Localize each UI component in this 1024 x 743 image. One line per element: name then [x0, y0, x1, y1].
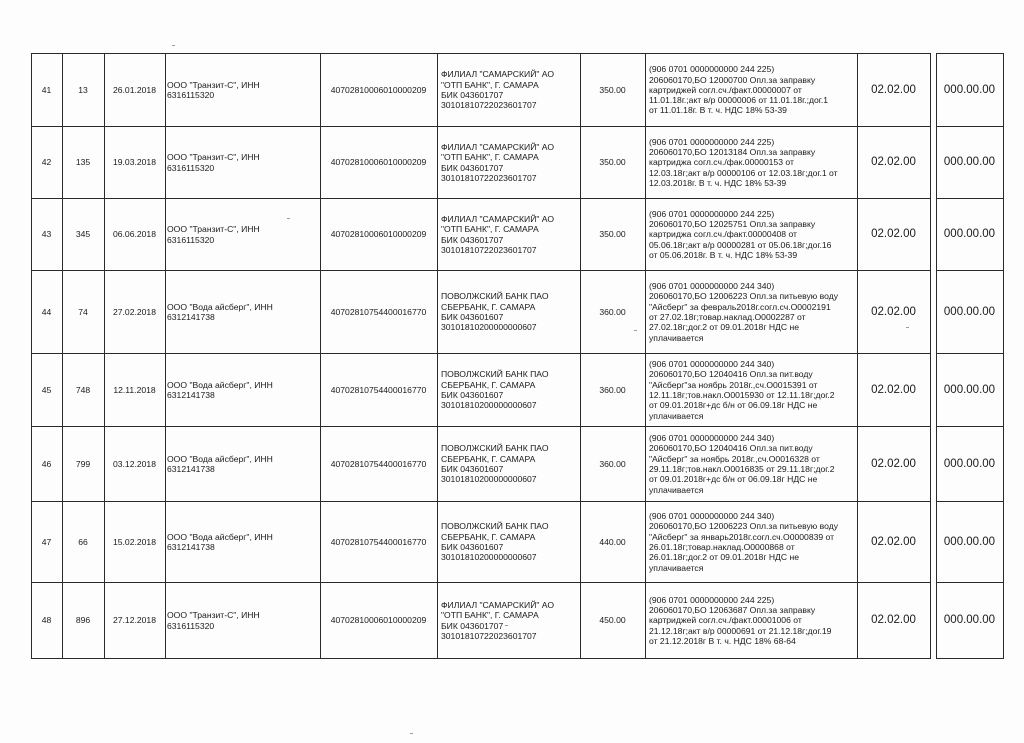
payee-account: 40702810006010000209 — [330, 157, 427, 168]
document-date: 19.03.2018 — [112, 157, 156, 168]
grid-box-top — [857, 582, 930, 583]
grid-box-right — [930, 426, 931, 502]
document-number: 345 — [75, 229, 91, 240]
row-number: 43 — [41, 229, 52, 240]
grid-box-top — [936, 126, 1003, 127]
grid-hline — [31, 353, 857, 354]
document-date: 15.02.2018 — [112, 536, 156, 547]
payee-bank: ПОВОЛЖСКИЙ БАНК ПАО СБЕРБАНК, Г. САМАРА БИК 043601607 30101810200000000607 — [441, 291, 549, 333]
payee-account: 40702810754400016770 — [330, 536, 427, 547]
payment-purpose: (906 0701 0000000000 244 225) 206060170,БО 12025751 Опл.за заправку картриджа согл.сч./факт.00000408 от 05.06.18г;акт в/р 00000281 от 05.06.18г;дог.16 от 05.06.2018г. В т. ч. НДС 18% 53-39 — [649, 208, 832, 260]
grid-hline — [31, 53, 857, 54]
payment-amount: 360.00 — [599, 306, 626, 317]
grid-box-right — [1003, 126, 1004, 199]
grid-hline — [31, 658, 857, 659]
document-date: 26.01.2018 — [112, 84, 156, 95]
grid-box-right — [1003, 501, 1004, 583]
scan-speck — [172, 45, 175, 46]
scan-speck — [505, 625, 508, 626]
scan-speck — [410, 733, 413, 734]
grid-box-top — [936, 270, 1003, 271]
payment-amount: 450.00 — [599, 615, 626, 626]
payee-name: ООО "Транзит-С", ИНН 6316115320 — [167, 79, 260, 100]
payment-purpose: (906 0701 0000000000 244 225) 206060170,БО 12013184 Опл.за заправку картриджа согл.сч./фак.00000153 от 12.03.18г;акт в/р 00000106 от 12.03.18г;дог.1 от 12.03.2018г. В т. ч. НДС 18% 53-39 — [649, 136, 838, 188]
payee-bank: ФИЛИАЛ "САМАРСКИЙ" АО "ОТП БАНК", Г. САМАРА БИК 043601707 30101810722023601707 — [441, 141, 555, 183]
grid-box-top — [936, 53, 1003, 54]
payee-account: 40702810006010000209 — [330, 615, 427, 626]
payment-amount: 360.00 — [599, 458, 626, 469]
payee-name: ООО "Транзит-С", ИНН 6316115320 — [167, 224, 260, 245]
payee-account: 40702810754400016770 — [330, 384, 427, 395]
classification-code: 02.02.00 — [871, 83, 916, 96]
document-number: 13 — [78, 84, 88, 95]
classification-code: 02.02.00 — [871, 383, 916, 396]
grid-hline — [31, 426, 857, 427]
grid-box-right — [1003, 53, 1004, 127]
document-number: 799 — [75, 458, 91, 469]
grid-box-top — [857, 270, 930, 271]
row-number: 48 — [41, 615, 52, 626]
grid-box-top — [936, 501, 1003, 502]
payee-bank: ПОВОЛЖСКИЙ БАНК ПАО СБЕРБАНК, Г. САМАРА БИК 043601607 30101810200000000607 — [441, 443, 549, 485]
grid-box-right — [930, 198, 931, 271]
scan-speck — [906, 327, 909, 328]
amount-total: 000.00.00 — [943, 457, 996, 470]
grid-box-bottom — [857, 658, 930, 659]
payee-bank: ФИЛИАЛ "САМАРСКИЙ" АО "ОТП БАНК", Г. САМАРА БИК 043601707 30101810722023601707 — [441, 599, 555, 641]
amount-total: 000.00.00 — [943, 614, 996, 627]
grid-box-top — [857, 353, 930, 354]
document-date: 27.12.2018 — [112, 615, 156, 626]
payee-name: ООО "Вода айсберг", ИНН 6312141738 — [167, 531, 273, 552]
row-number: 46 — [41, 458, 52, 469]
amount-total: 000.00.00 — [943, 535, 996, 548]
grid-hline — [31, 198, 857, 199]
amount-total: 000.00.00 — [943, 156, 996, 169]
classification-code: 02.02.00 — [871, 614, 916, 627]
grid-box-top — [857, 198, 930, 199]
classification-code: 02.02.00 — [871, 156, 916, 169]
payment-purpose: (906 0701 0000000000 244 340) 206060170,БО 12006223 Опл.за питьевую воду "Айсберг" за январь2018г.согл.сч.О0000839 от 26.01.18г;товар.наклад.О0000868 от 26.01.18г;дог.2 от 09.01.2018г НДС не уплачивается — [649, 511, 839, 573]
row-number: 45 — [41, 384, 52, 395]
payee-account: 40702810754400016770 — [330, 306, 427, 317]
row-number: 47 — [41, 536, 52, 547]
document-number: 74 — [78, 306, 88, 317]
grid-vline — [165, 53, 166, 658]
scan-speck — [634, 330, 637, 331]
grid-hline — [31, 582, 857, 583]
grid-box-right — [930, 270, 931, 354]
payment-purpose: (906 0701 0000000000 244 340) 206060170,БО 12040416 Опл.за пит.воду "Айсберг" за ноябрь 2018г.,сч.О0016328 от 29.11.18г;тов.накл.О0016835 от 29.11.18г;дог.2 от 09.01.2018г+дс б/н от 06.09.18г НДС не уплачивается — [649, 433, 835, 495]
document-date: 12.11.2018 — [113, 384, 156, 395]
payment-purpose: (906 0701 0000000000 244 340) 206060170,БО 12006223 Опл.за питьевую воду "Айсберг" за февраль2018г.согл.сч.О0002191 от 27.02.18г;товар.наклад.О0002287 от 27.02.18г;дог.2 от 09.01.2018г НДС не уплачивается — [649, 281, 839, 343]
document-date: 27.02.2018 — [112, 306, 156, 317]
grid-hline — [31, 126, 857, 127]
grid-hline — [31, 270, 857, 271]
payee-name: ООО "Вода айсберг", ИНН 6312141738 — [167, 379, 273, 400]
payee-name: ООО "Транзит-С", ИНН 6316115320 — [167, 152, 260, 173]
grid-box-right — [930, 126, 931, 199]
row-number: 44 — [41, 306, 52, 317]
document-number: 66 — [78, 536, 88, 547]
payment-purpose: (906 0701 0000000000 244 340) 206060170,БО 12040416 Опл.за пит.воду "Айсберг"за ноябрь 2018г.,сч.О0015391 от 12.11.18г;тов.накл.О0015930 от 12.11.18г;дог.2 от 09.01.2018г+дс б/н от 06.09.18г НДС не уплачивается — [649, 359, 835, 421]
grid-vline — [437, 53, 438, 658]
grid-box-top — [857, 126, 930, 127]
grid-box-right — [930, 353, 931, 427]
document-number: 748 — [75, 384, 91, 395]
grid-box-top — [936, 353, 1003, 354]
grid-box-right — [930, 501, 931, 583]
row-number: 41 — [41, 84, 52, 95]
grid-box-right — [1003, 198, 1004, 271]
grid-box-right — [1003, 353, 1004, 427]
grid-vline — [645, 53, 646, 658]
scan-speck — [287, 218, 290, 219]
payee-name: ООО "Вода айсберг", ИНН 6312141738 — [167, 301, 273, 322]
classification-code: 02.02.00 — [871, 228, 916, 241]
payee-name: ООО "Транзит-С", ИНН 6316115320 — [167, 610, 260, 631]
payee-account: 40702810006010000209 — [330, 84, 427, 95]
payment-amount: 360.00 — [599, 384, 626, 395]
payee-bank: ФИЛИАЛ "САМАРСКИЙ" АО "ОТП БАНК", Г. САМАРА БИК 043601707 30101810722023601707 — [441, 69, 555, 111]
payment-purpose: (906 0701 0000000000 244 225) 206060170,БО 12063687 Опл.за заправку картриджей согл.сч./факт.00001006 от 21.12.18г;акт в/р 00000691 от 21.12.18г;дог.19 от 21.12.2018г В т. ч. НДС 18% 68-64 — [649, 594, 832, 646]
document-date: 03.12.2018 — [112, 458, 156, 469]
grid-box-top — [857, 53, 930, 54]
payment-purpose: (906 0701 0000000000 244 225) 206060170,БО 12000700 Опл.за заправку картриджей согл.сч./факт.00000007 от 11.01.18г.;акт в/р 00000006 от 11.01.18г.;дог.1 от 11.01.18г. В т. ч. НДС 18% 53-39 — [649, 64, 829, 116]
payment-amount: 350.00 — [599, 229, 626, 240]
grid-box-right — [1003, 582, 1004, 659]
amount-total: 000.00.00 — [943, 383, 996, 396]
payment-amount: 350.00 — [599, 157, 626, 168]
payee-bank: ПОВОЛЖСКИЙ БАНК ПАО СБЕРБАНК, Г. САМАРА БИК 043601607 30101810200000000607 — [441, 521, 549, 563]
grid-hline — [31, 501, 857, 502]
classification-code: 02.02.00 — [871, 305, 916, 318]
grid-box-top — [857, 426, 930, 427]
classification-code: 02.02.00 — [871, 535, 916, 548]
payee-bank: ФИЛИАЛ "САМАРСКИЙ" АО "ОТП БАНК", Г. САМАРА БИК 043601707 30101810722023601707 — [441, 213, 555, 255]
grid-box-top — [936, 426, 1003, 427]
row-number: 42 — [41, 157, 52, 168]
grid-box-top — [936, 582, 1003, 583]
payee-account: 40702810754400016770 — [330, 458, 427, 469]
document-number: 896 — [75, 615, 91, 626]
grid-box-right — [1003, 270, 1004, 354]
grid-box-bottom — [936, 658, 1003, 659]
classification-code: 02.02.00 — [871, 457, 916, 470]
payment-amount: 440.00 — [599, 536, 626, 547]
grid-box-right — [930, 582, 931, 659]
grid-box-top — [857, 501, 930, 502]
grid-box-right — [1003, 426, 1004, 502]
payee-name: ООО "Вода айсберг", ИНН 6312141738 — [167, 453, 273, 474]
payment-amount: 350.00 — [599, 84, 626, 95]
amount-total: 000.00.00 — [943, 228, 996, 241]
payee-account: 40702810006010000209 — [330, 229, 427, 240]
payee-bank: ПОВОЛЖСКИЙ БАНК ПАО СБЕРБАНК, Г. САМАРА БИК 043601607 30101810200000000607 — [441, 369, 549, 411]
grid-box-top — [936, 198, 1003, 199]
grid-box-right — [930, 53, 931, 127]
document-number: 135 — [75, 157, 91, 168]
amount-total: 000.00.00 — [943, 83, 996, 96]
amount-total: 000.00.00 — [943, 305, 996, 318]
document-date: 06.06.2018 — [112, 229, 156, 240]
